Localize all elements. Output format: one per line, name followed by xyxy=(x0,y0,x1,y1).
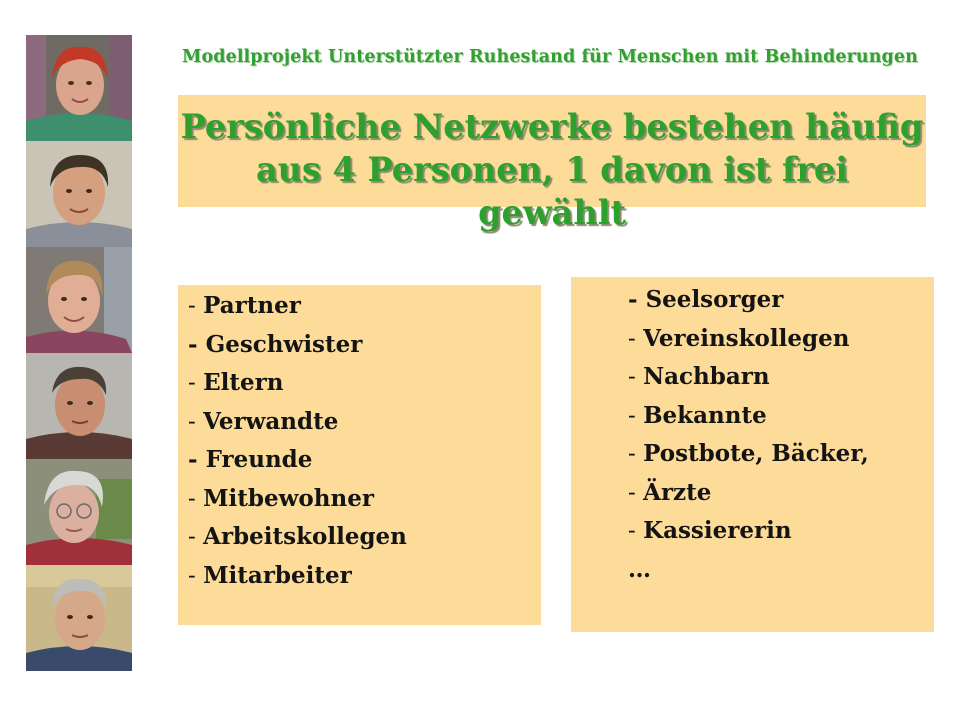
list-item: … xyxy=(628,555,651,583)
list-item: - Postbote, Bäcker, xyxy=(628,440,869,467)
list-item: - Vereinskollegen xyxy=(628,324,850,352)
portrait-photo-5 xyxy=(26,459,132,565)
title-box xyxy=(178,95,926,232)
list-item: - Bekannte xyxy=(628,401,767,429)
right-network-list xyxy=(571,277,934,632)
slide-title xyxy=(178,95,926,234)
list-item: - Mitbewohner xyxy=(188,484,374,512)
portrait-photo-6 xyxy=(26,565,132,671)
list-item: - Mitarbeiter xyxy=(188,561,352,589)
list-item: - Eltern xyxy=(188,369,284,396)
slide-title-line-1: Persönliche Netzwerke bestehen häufig xyxy=(180,107,924,146)
list-item: - Verwandte xyxy=(188,407,339,435)
left-network-list xyxy=(178,285,541,625)
list-item: - Ärzte xyxy=(628,478,712,506)
list-item: - Seelsorger xyxy=(628,286,784,313)
list-item: - Partner xyxy=(188,292,301,319)
portrait-photo-2 xyxy=(26,141,132,247)
portrait-photo-1 xyxy=(26,35,132,141)
portrait-photo-4 xyxy=(26,353,132,459)
slide-title-line-2: aus 4 Personen, 1 davon ist frei gewählt xyxy=(255,150,849,232)
list-item: - Arbeitskollegen xyxy=(188,523,407,550)
list-item: - Nachbarn xyxy=(628,363,770,390)
list-item: - Geschwister xyxy=(188,330,363,358)
project-header: Modellprojekt Unterstützter Ruhestand für Menschen mit Behinderungen xyxy=(182,47,918,67)
list-item: - Kassiererin xyxy=(628,517,792,544)
portrait-photo-3 xyxy=(26,247,132,353)
portrait-photo-column xyxy=(26,35,132,670)
list-item: - Freunde xyxy=(188,446,313,473)
